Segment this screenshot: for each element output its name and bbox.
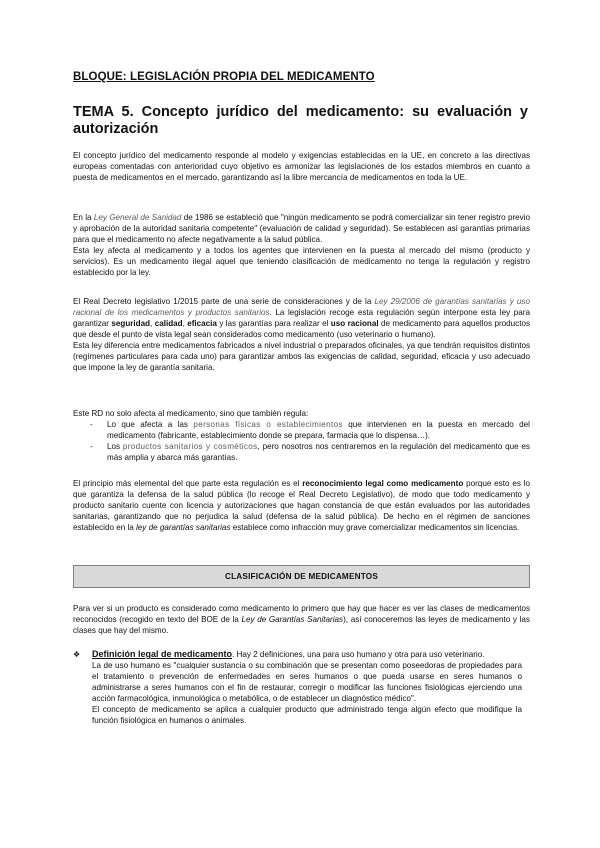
bold-term: reconocimiento legal como medicamento	[302, 479, 464, 488]
paragraph-text: La de uso humano es "cualquier sustancia o su combinación que se presentan como poseedoras de propiedades para el tratamiento o prevención de enfermedades en seres humanos o que pueda usarse en seres humanos o administrarse a seres humanos con el fin de restaurar, corregir o modificar las funciones fisiológicas ejerciendo una acción farmacológica, inmunológica o metabólica, o de establecer un diagnóstico médico".	[92, 661, 522, 703]
paragraph-text: Este RD no solo afecta al medicamento, sino que también regula:	[73, 409, 309, 418]
text-run: El Real Decreto legislativo 1/2015 parte de una serie de consideraciones y de la	[73, 297, 375, 306]
law-reference: Ley General de Sanidad	[93, 213, 182, 222]
bold-term: eficacia	[187, 319, 217, 328]
text-run: ,	[150, 319, 155, 328]
text-run: Para ver si un producto es considerado como medicamento lo primero que hay que hacer es ver las clases de medicamentos reconocidos (recogido en texto del BOE de la	[73, 604, 530, 624]
paragraph-text	[73, 296, 530, 340]
diamond-bullet-icon: ❖	[73, 650, 81, 659]
bold-term: seguridad	[111, 319, 151, 328]
paragraph-text: El concepto jurídico del medicamento responde al modelo y exigencias establecidas en la UE, en concreto a las directivas europeas comentadas con anterioridad cuyo objetivo es armonizar las legislaciones de los estados miembros en cuanto a puesta de medicamentos en el mercado, garantizando así la libre mercancía de medicamentos en toda la UE.	[73, 151, 530, 182]
paragraph-rd-scope	[73, 408, 530, 419]
text-run: El principio más elemental del que parte esta regulación es el	[73, 479, 303, 488]
text-run: . La legislación recoge esta regulación según interpone esta ley para garantizar	[73, 308, 530, 328]
section-header-text: CLASIFICACIÓN DE MEDICAMENTOS	[224, 572, 379, 581]
paragraph-ley-general	[73, 212, 530, 278]
dash-bullet: -	[90, 420, 93, 429]
text-run: que intervienen en la puesta en mercado del medicamento (fabricante, establecimiento donde se prepara, farmacia que lo dispensa…).	[107, 420, 530, 440]
text-run: porque esto es lo que garantiza la defensa de la salud pública (lo recoge el Real Decreto Legislativo), de modo que todo medicamento y producto sanitario cuente con licencia y autorizaciones que hagan constancia de que están evaluados por las autoridades sanitarias, garantizando que no perjudica la salud (defensa de la salud pública). De hecho en el régimen de sanciones establecido en la	[73, 479, 531, 532]
definition-item	[73, 649, 522, 726]
definition-heading	[92, 649, 522, 660]
list-item	[73, 419, 530, 441]
paragraph-text	[73, 603, 530, 636]
text-run: y las garantías para realizar el	[216, 319, 331, 328]
text-run: de medicamento para aquellos productos que desde el punto de vista legal sean considerados como medicamento (uso veterinario o humano).	[73, 319, 530, 339]
paragraph-text	[73, 212, 530, 245]
law-reference: Ley 29/2006 de garantías sanitarias y uso racional de los medicamentos y productos sanitarios	[73, 297, 530, 317]
paragraph-intro	[73, 150, 530, 183]
definition-title: Definición legal de medicamento	[92, 649, 233, 659]
list-item	[73, 441, 530, 463]
paragraph-classification	[73, 603, 530, 636]
text-run: Los	[107, 442, 123, 451]
text-run: ,	[182, 319, 188, 328]
paragraph-text	[73, 478, 530, 533]
highlight-term: productos sanitarios y cosméticos	[122, 442, 258, 451]
section-header-box	[73, 565, 530, 588]
bold-term: calidad	[154, 319, 183, 328]
regulation-list	[73, 419, 530, 463]
text-run: . Hay 2 definiciones, una para uso humano y otra para uso veterinario.	[232, 650, 485, 659]
paragraph-text: Esta ley afecta al medicamento y a todos los agentes que intervienen en la puesta al mercado del mismo (producto y servicios). Es un medicamento ilegal aquel que teniendo clasificación de medicamento no tenga la regulación y registro establecido por la ley.	[73, 246, 530, 277]
text-run: establece como infracción muy grave comercializar medicamentos sin licencias.	[230, 523, 520, 532]
highlight-term: personas físicas o establecimientos	[193, 420, 343, 429]
block-heading: BLOQUE: LEGISLACIÓN PROPIA DEL MEDICAMENTO	[73, 71, 375, 83]
law-reference: Ley de Garantías Sanitarias	[241, 615, 344, 624]
paragraph-real-decreto	[73, 296, 530, 373]
text-run: En la	[73, 213, 94, 222]
bold-term: uso racional	[330, 319, 379, 328]
paragraph-text: Esta ley diferencia entre medicamentos fabricados a nivel industrial o preparados oficinales, ya que tendrán requisitos distintos (regímenes particulares para cada uno) para garantizar ambos las exigencias de calidad, seguridad, eficacia y uso adecuado que impone la ley de garantía sanitaria.	[73, 341, 530, 372]
text-run: de 1986 se estableció que "ningún medicamento se podrá comercializar sin tener registro previo y aprobación de la autoridad sanitaria competente" (evaluación de calidad y seguridad). Se establecen así garantías primarias para que el medicamento no afecte negativamente a la salud pública.	[73, 213, 530, 244]
law-reference: ley de garantías sanitarias	[136, 523, 231, 532]
dash-bullet: -	[90, 442, 93, 451]
topic-title: TEMA 5. Concepto jurídico del medicamento: su evaluación y autorización	[73, 104, 528, 137]
paragraph-principle	[73, 478, 530, 533]
text-run: , pero nosotros nos centraremos en la regulación del medicamento que es más amplia y abarca más garantías.	[107, 442, 530, 462]
text-run: ), así conoceremos las leyes de medicamento y las clases que hay del mismo.	[73, 615, 530, 635]
text-run: Lo que afecta a las	[107, 420, 194, 429]
paragraph-text: El concepto de medicamento se aplica a cualquier producto que administrado tenga algún efecto que modifique la función fisiológica en humanos o animales.	[92, 705, 522, 725]
